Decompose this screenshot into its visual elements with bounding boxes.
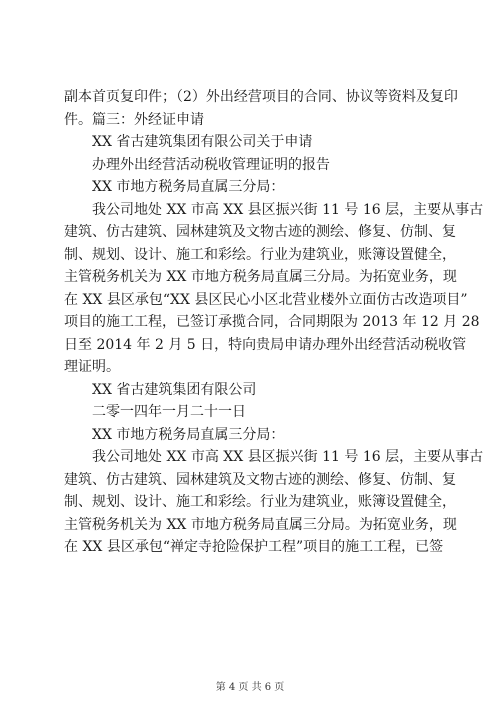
text-line: 建筑、仿古建筑、园林建筑及文物古迹的测绘、修复、仿制、复 <box>64 224 456 240</box>
document-body <box>64 86 484 559</box>
text-line: 主管税务机关为 XX 市地方税务局直属三分局。为拓宽业务，现 <box>64 516 457 533</box>
salutation: XX 市地方税务局直属三分局： <box>92 426 285 443</box>
signature-company: XX 省古建筑集团有限公司 <box>92 381 257 398</box>
text-line: 理证明。 <box>64 359 120 375</box>
salutation: XX 市地方税务局直属三分局： <box>92 179 285 195</box>
heading-line: 办理外出经营活动税收管理证明的报告 <box>92 156 330 173</box>
text-line: 日至 2014 年 2 月 5 日，特向贵局申请办理外出经营活动税收管 <box>64 336 467 353</box>
text-line: 建筑、仿古建筑、园林建筑及文物古迹的测绘、修复、仿制、复 <box>64 471 456 488</box>
text-line: 副本首页复印件；（2）外出经营项目的合同、协议等资料及复印 <box>64 89 458 105</box>
signature-date: 二零一四年一月二十一日 <box>92 404 246 420</box>
text-line: 我公司地处 XX 市高 XX 县区振兴街 11 号 16 层，主要从事古 <box>92 449 484 465</box>
text-line: 在 XX 县区承包“禅定寺抢险保护工程”项目的施工工程，已签 <box>64 539 444 555</box>
text-line: 在 XX 县区承包“XX 县区民心小区北营业楼外立面仿古改造项目” <box>64 291 468 308</box>
text-line: 项目的施工工程，已签订承揽合同，合同期限为 2013 年 12 月 28 <box>64 314 480 330</box>
text-line: 主管税务机关为 XX 市地方税务局直属三分局。为拓宽业务，现 <box>64 269 457 285</box>
heading-line: XX 省古建筑集团有限公司关于申请 <box>92 134 313 150</box>
page-number: 第 4 页 共 6 页 <box>215 682 285 693</box>
text-line: 件。篇三：外经证申请 <box>64 111 204 128</box>
text-line: 我公司地处 XX 市高 XX 县区振兴街 11 号 16 层，主要从事古 <box>92 201 484 218</box>
text-line: 制、规划、设计、施工和彩绘。行业为建筑业，账簿设置健全， <box>64 246 456 263</box>
text-line: 制、规划、设计、施工和彩绘。行业为建筑业，账簿设置健全， <box>64 494 456 510</box>
